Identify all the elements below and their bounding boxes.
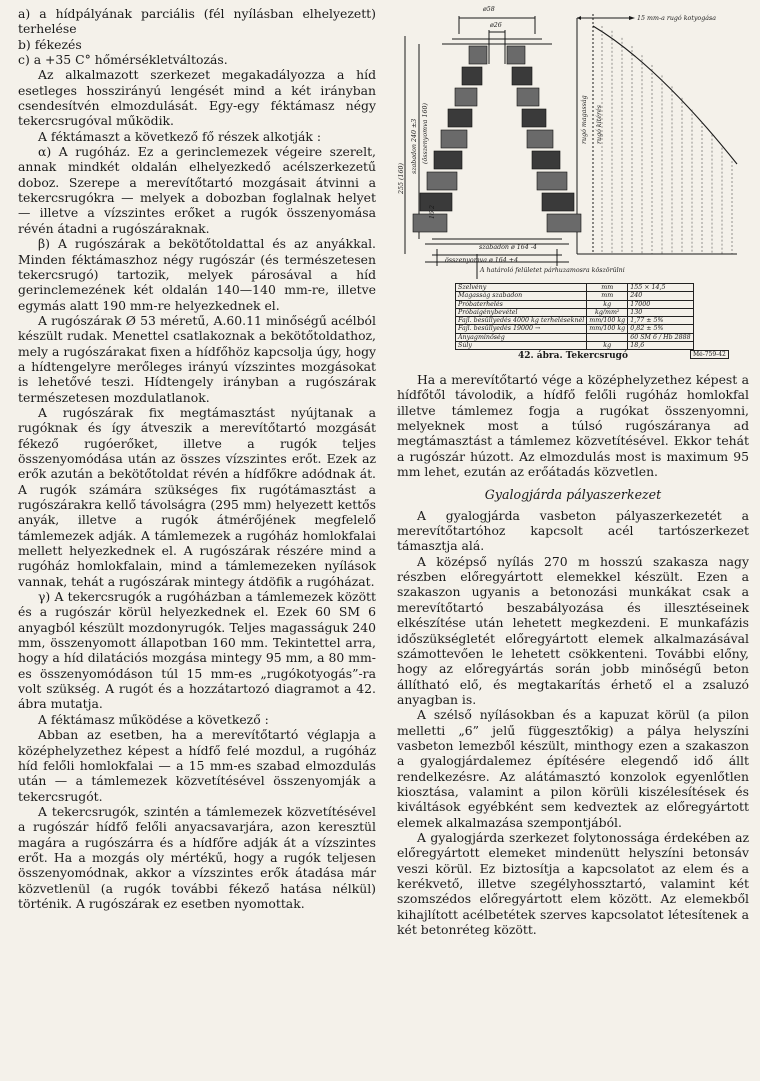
table-cell-label: Fajl. besüllyedés 4000 kg terheléseknél [456, 317, 587, 325]
table-cell-unit: kg [587, 300, 628, 308]
coil-section [547, 214, 581, 232]
table-cell-unit: mm/100 kg [587, 325, 628, 333]
table-cell-value: 1,77 ± 5% [628, 317, 693, 325]
table-cell-value: 155 × 14,5 [628, 284, 693, 292]
spring-diagram-lines [602, 26, 732, 254]
coil-section [507, 46, 525, 64]
paragraph: A tekercsrugók, szintén a támlemezek közvetítésével a rugószár hídfő felőli anyacsavarjára, azon keresztül magára a rugószárra és a hídfőre adják át a vízszintes erőt. Ha a mozgás oly mértékű, hogy a rugók teljesen összenyomódnak, akkor a vízszintes erők átadása már közvetlenül (a rugók további fékező hatása nélkül) történik. A rugószárak ez esetben nyomottak. [18, 803, 376, 911]
coil-section [420, 193, 452, 211]
paragraph: a) a hídpályának parciális (fél nyílásban elhelyezett) terhelése [18, 6, 376, 37]
table-row [456, 284, 694, 292]
table-cell-unit: kg/mm² [587, 308, 628, 316]
table-cell-label: Magasság szabadon [456, 292, 587, 300]
table-cell-unit: mm/100 kg [587, 317, 628, 325]
table-row [456, 317, 694, 325]
spring-data-table [455, 283, 694, 350]
paragraph: A féktámaszt a következő fő részek alkotják : [38, 128, 322, 144]
grinding-note: A határoló felületet párhuzamosra köszörülni [480, 267, 625, 274]
paragraph: A középső nyílás 270 m hosszú szakasza nagy részben előregyártott elemekkel készült. Ezen a szakaszon ugyanis a betonozási munkákat csak a merevítőtartó beszabályozása és illesztéseinek elkészítése után lehetett megkezdeni. E munkafázis időszükségletét előregyártott elemek alkalmazásával számottevően le lehetett csökkenteni. További előny, hogy az előregyártás során jobb minőségű beton állítható elő, és megtakarítás érhető el a zsaluzó anyagban is. [397, 553, 749, 707]
table-cell-value: 60 SM 6 / Hb 2888 [628, 333, 693, 341]
coil-section [469, 46, 487, 64]
table-cell-unit [587, 333, 628, 341]
coil-section [462, 67, 482, 85]
table-cell-label: Anyagminőség [456, 333, 587, 341]
coil-section [427, 172, 457, 190]
table-cell-value: 17000 [628, 300, 693, 308]
figure-caption: 42. ábra. Tekercsrugó [518, 351, 628, 361]
right-column [397, 372, 749, 937]
spring-coil-layers [413, 46, 581, 232]
table-cell-unit: mm [587, 284, 628, 292]
table-cell-label: Súly [456, 342, 587, 350]
table-cell-value: 0,82 ± 5% [628, 325, 693, 333]
table-row [456, 325, 694, 333]
coil-section [537, 172, 567, 190]
table-cell-label: Szelvény [456, 284, 587, 292]
paragraph: Az alkalmazott szerkezet megakadályozza a híd esetleges hosszirányú lengését mind a két irányban csendesítvén elmozdulását. Egy-egy féktámasz négy tekercsrugóval működik. [18, 67, 376, 129]
small-dimension-label: 16 2 [429, 204, 436, 219]
table-cell-value: 18,6 [628, 342, 693, 350]
paragraph: b) fékezés [18, 36, 82, 52]
paragraph: γ) A tekercsrugók a rugóházban a támlemezek között és a rugószár körül helyezkednek el. Ezek 60 SM 6 anyagból készült mozdonyrugók. Teljes magasságuk 240 mm, összenyomott állapotban 160 mm. Tekintettel arra, hogy a híd dilatációs mozgása mintegy 95 mm, a 80 mm-es összenyomódáson túl 15 mm-es „rugókotyogás”-ra volt szükség. A rugót és a hozzátartozó diagramot a 42. ábra mutatja. [18, 589, 376, 712]
paragraph: c) a +35 C° hőmérsékletváltozás. [18, 52, 228, 68]
inner-dimension: ø26 [490, 22, 502, 29]
table-cell-value: 130 [628, 308, 693, 316]
coil-section [542, 193, 574, 211]
coil-section [455, 88, 477, 106]
coil-section [441, 130, 467, 148]
paragraph: A rugószárak Ø 53 méretű, A.60.11 minőségű acélból készült rudak. Menettel csatlakoznak a bekötőtoldathoz, mely a rugószárakat fixen a hídfőhöz kapcsolja úgy, hogy a hídtengelyre merőleges irányú vízszintes mozgásokat is lehetővé teszi. Hídtengely irányban a rugószárak természetesen mozdulatlanok. [18, 312, 376, 405]
coil-section [512, 67, 532, 85]
table-cell-label: Fajl. besüllyedés 19000 → [456, 325, 587, 333]
paragraph: α) A rugóház. Ez a gerinclemezek végeire szerelt, annak mindkét oldalán elhelyezkedő acélszerkezetű doboz. Szerepe a merevítőtartó mozgásait átvinni a tekercsrugókra — melyek a dobozban foglalnak helyet — illetve a vízszintes erőket a rugók összenyomása révén átadni a rugószáraknak. [18, 144, 376, 236]
coil-section [448, 109, 472, 127]
paragraph: A szélső nyílásokban és a kapuzat körül (a pilon melletti „6” jelű függesztőkig) a pálya helyszíni vasbeton lemezből készült, minthogy ezen a szakaszon a gyalogjárdalemez építésére elegendő idő állt rendelkezésre. Az alátámasztó konzolok egyenlőtlen kiosztása, valamint a pilon körüli kiszélesítések és kiváltások egyébként sem kedveztek az előregyártott elemek alkalmazása szempontjából. [397, 707, 749, 830]
coil-section [532, 151, 560, 169]
section-heading: Gyalogjárda pályaszerkezet [484, 487, 662, 503]
table-row [456, 292, 694, 300]
coil-section [527, 130, 553, 148]
coil-section [434, 151, 462, 169]
free-height-label: szabadon 240 ±3 [411, 118, 418, 174]
paragraph: A féktámasz működése a következő : [38, 711, 269, 727]
compressed-height-label: (összenyomva 160) [422, 103, 429, 164]
paragraph: A gyalogjárda szerkezet folytonossága érdekében az előregyártott elemeket mindenütt helyszíni betonsáv veszi körül. Ez biztosítja a kapcsolatot az elem és a kerékvető, illetve szegélyhossztartó, valamint két szomszédos előregyártott elem között. Az elemekből kihajlított acélbetétek szerves kapcsolatot létesítenek a két betonréteg között. [397, 829, 749, 938]
table-cell-unit: kg [587, 342, 628, 350]
paragraph: β) A rugószárak a bekötőtoldattal és az anyákkal. Minden féktámaszhoz négy rugószár (és természetesen tekercsrugó) tartozik, melyek párosával a híd gerinclemezének két oldalán 140—140 mm-re, illetve egymás alatt 190 mm-re helyezkednek el. [18, 236, 376, 313]
table-row [456, 333, 694, 341]
spring-height-axis-label: rugó magasság [581, 95, 588, 144]
paragraph: Abban az esetben, ha a merevítőtartó véglapja a középhelyzethez képest a hídfő felé mozdul, a rugóház híd felőli homlokfalai — a 15 mm-es szabad elmozdulás után — a támlemezek közvetítésével összenyomják a tekercsrugót. [18, 727, 376, 804]
table-cell-label: Próbaigénybevétel [456, 308, 587, 316]
figure-42-coil-spring [397, 4, 749, 366]
table-row [456, 308, 694, 316]
paragraph: Ha a merevítőtartó vége a középhelyzethez képest a hídfőtől távolodik, a hídfő felőli rugóház homlokfal illetve támlemez fogja a rugókat összenyomni, melyeknek most a túlsó rugószáranya ad megtámasztást a támlemez közvetítésével. Ekkor tehát a rugószár húzott. Az elmozdulás most is maximum 95 mm lehet, ezután az erőátadás közvetlen. [397, 372, 749, 480]
table-cell-value: 240 [628, 292, 693, 300]
kotyogas-label: 15 mm-a rugó kotyogása [637, 15, 716, 22]
coil-section [517, 88, 539, 106]
total-height-label: 255 (160) [398, 163, 405, 194]
table-row [456, 300, 694, 308]
compressed-diameter-label: összenyomva ø 164 +4 [445, 257, 519, 264]
table-row [456, 342, 694, 350]
figure-stamp: Mé-759-42 [690, 350, 729, 359]
paragraph: A gyalogjárda vasbeton pályaszerkezetét a merevítőtartóhoz kapcsolt acél tartószerkezet támasztja alá. [397, 507, 749, 554]
spring-drawing [397, 4, 749, 284]
coil-section [522, 109, 546, 127]
table-cell-label: Próbaterhelés [456, 300, 587, 308]
spring-deflection-axis-label: rugó kitérés [596, 105, 603, 144]
free-diameter-label: szabadon ø 164 -4 [479, 244, 537, 251]
left-column [18, 6, 376, 911]
paragraph: A rugószárak fix megtámasztást nyújtanak a rugóknak és így átveszik a merevítőtartó mozgását fékező rugóerőket, illetve a rugók teljes összenyomódása után az összes vízszintes erőt. Ezek az erők azután a bekötőtoldat révén a hídfőkre adódnak át. A rugók számára szükséges fix rugótámasztást a rugószárakra kellő távolságra (295 mm) helyezett kettős anyák, illetve a rugók átmérőjének megfelelő támlemezek adják. A támlemezek a rugóház homlokfalai mellett helyezkednek el. A rugószárak részére mind a rugóház homlokfalain, mind a támlemezeken nyílások vannak, tehát a rugószárak mintegy átdöfik a rugóházat. [18, 404, 376, 589]
top-dimension: ø58 [483, 6, 495, 13]
table-cell-unit: mm [587, 292, 628, 300]
